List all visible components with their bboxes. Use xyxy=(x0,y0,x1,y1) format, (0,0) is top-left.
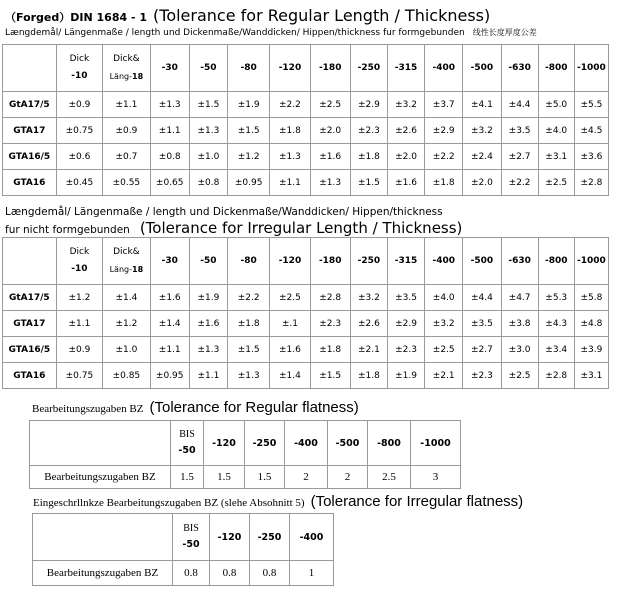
header-dick xyxy=(56,238,102,285)
table-cell: ±0.9 xyxy=(56,92,102,118)
table-cell: 2 xyxy=(285,466,328,489)
table-cell: ±2.5 xyxy=(501,363,538,389)
header-dick-lang-label: Dick& xyxy=(113,53,140,64)
section1-title-bold: （Forged）DIN 1684 - 1 xyxy=(5,11,148,24)
table-cell: 0.8 xyxy=(173,561,210,586)
table-cell: ±3.2 xyxy=(350,285,387,311)
section3-title-big: (Tolerance for Regular flatness) xyxy=(149,399,359,416)
section1-subtitle xyxy=(5,27,537,38)
header-empty-cell xyxy=(3,238,57,285)
table-cell: ±1.8 xyxy=(310,337,350,363)
table-row xyxy=(3,144,609,170)
table-cell: ±1.8 xyxy=(270,118,310,144)
header-empty-cell xyxy=(33,514,173,561)
header-col: -250 xyxy=(350,238,387,285)
table-cell: ±0.6 xyxy=(56,144,102,170)
table-cell: ±1.5 xyxy=(310,363,350,389)
table-cell: ±4.5 xyxy=(574,118,608,144)
table-cell: ±1.8 xyxy=(425,170,463,196)
table-cell: ±1.8 xyxy=(350,144,387,170)
table-cell: ±2.2 xyxy=(425,144,463,170)
section3-label: Bearbeitungszugaben BZ xyxy=(32,403,144,415)
table-cell: ±4.4 xyxy=(501,92,538,118)
table-cell: ±2.3 xyxy=(387,337,424,363)
table-cell: ±1.6 xyxy=(387,170,424,196)
table-cell: ±3.8 xyxy=(501,311,538,337)
irregular-length-table xyxy=(2,237,609,389)
header-col: -180 xyxy=(310,45,350,92)
table-cell: ±0.9 xyxy=(56,337,102,363)
header-col: -500 xyxy=(463,45,501,92)
header-col: -800 xyxy=(538,45,574,92)
section4-heading xyxy=(33,493,523,510)
header-col: -630 xyxy=(501,238,538,285)
table-header-row xyxy=(30,421,461,466)
table-cell: ±1.0 xyxy=(103,337,150,363)
section1-subtitle-cn: 线性长度厚度公差 xyxy=(472,28,537,37)
regular-length-table xyxy=(2,44,609,196)
table-row xyxy=(3,92,609,118)
table-cell: ±1.6 xyxy=(270,337,310,363)
header-col: -120 xyxy=(204,421,245,466)
row-label: GtA17/5 xyxy=(3,285,57,311)
header-col: -400 xyxy=(290,514,334,561)
table-cell: ±4.8 xyxy=(574,311,608,337)
table-cell: ±3.1 xyxy=(538,144,574,170)
table-cell: ±1.2 xyxy=(228,144,270,170)
table-row xyxy=(3,118,609,144)
table-cell: ±1.1 xyxy=(270,170,310,196)
table-row xyxy=(3,337,609,363)
table-cell: ±1.1 xyxy=(103,92,150,118)
table-cell: 0.8 xyxy=(250,561,290,586)
table-cell: ±1.9 xyxy=(387,363,424,389)
table-cell: ±5.8 xyxy=(574,285,608,311)
header-col: -500 xyxy=(463,238,501,285)
header-col: -250 xyxy=(350,45,387,92)
header-dick-lang xyxy=(103,238,150,285)
header-col: -500 xyxy=(328,421,368,466)
table-cell: ±2.8 xyxy=(574,170,608,196)
header-col: -50 xyxy=(189,238,227,285)
header-col: -800 xyxy=(538,238,574,285)
table-cell: ±1.5 xyxy=(189,92,227,118)
table-row xyxy=(33,561,334,586)
table-cell: ±1.9 xyxy=(189,285,227,311)
header-col: -315 xyxy=(387,45,424,92)
table-cell: ±2.2 xyxy=(228,285,270,311)
header-col: -800 xyxy=(368,421,411,466)
table-cell: ±1.6 xyxy=(189,311,227,337)
row-label: GTA16 xyxy=(3,170,57,196)
table-cell: ±2.3 xyxy=(310,311,350,337)
table-cell: ±1.1 xyxy=(56,311,102,337)
table-cell: ±2.7 xyxy=(501,144,538,170)
table-cell: 0.8 xyxy=(210,561,250,586)
table-cell: ±5.5 xyxy=(574,92,608,118)
section4-title-big: (Tolerance for Irregular flatness) xyxy=(310,493,524,510)
table-cell: ±1.4 xyxy=(103,285,150,311)
header-col: -30 xyxy=(150,45,189,92)
table-cell: ±1.3 xyxy=(270,144,310,170)
table-cell: ±3.2 xyxy=(387,92,424,118)
table-cell: ±2.9 xyxy=(350,92,387,118)
table-cell: ±0.9 xyxy=(103,118,150,144)
table-cell: ±2.2 xyxy=(270,92,310,118)
table-cell: ±4.7 xyxy=(501,285,538,311)
header-col: -250 xyxy=(250,514,290,561)
header-col: -400 xyxy=(425,238,463,285)
table-row xyxy=(3,311,609,337)
table-row xyxy=(3,363,609,389)
table-cell: ±3.4 xyxy=(538,337,574,363)
table-cell: ±2.5 xyxy=(310,92,350,118)
section2-line2 xyxy=(5,219,462,237)
table-cell: ±1.6 xyxy=(310,144,350,170)
header-lang-value: 18 xyxy=(132,71,144,81)
table-cell: ±1.3 xyxy=(150,92,189,118)
table-cell: ±1.5 xyxy=(228,337,270,363)
table-cell: ±1.9 xyxy=(228,92,270,118)
section3-heading xyxy=(32,399,359,416)
table-cell: ±4.0 xyxy=(538,118,574,144)
header-col: -630 xyxy=(501,45,538,92)
table-cell: ±3.6 xyxy=(574,144,608,170)
table-cell: ±5.0 xyxy=(538,92,574,118)
table-cell: 3 xyxy=(411,466,461,489)
table-cell: ±3.7 xyxy=(425,92,463,118)
table-cell: ±3.2 xyxy=(425,311,463,337)
table-cell: ±1.3 xyxy=(310,170,350,196)
table-cell: ±0.75 xyxy=(56,118,102,144)
table-cell: ±0.75 xyxy=(56,363,102,389)
table-cell: ±3.2 xyxy=(463,118,501,144)
table-cell: ±4.3 xyxy=(538,311,574,337)
header-bis-value: -50 xyxy=(182,539,200,550)
table-cell: ±2.0 xyxy=(463,170,501,196)
table-cell: ±4.0 xyxy=(425,285,463,311)
header-dick xyxy=(56,45,102,92)
table-cell: ±1.8 xyxy=(350,363,387,389)
table-header-row xyxy=(3,238,609,285)
table-cell: ±0.8 xyxy=(150,144,189,170)
row-label: GtA17/5 xyxy=(3,92,57,118)
table-cell: ±0.7 xyxy=(103,144,150,170)
table2-body xyxy=(3,285,609,389)
table-cell: ±2.3 xyxy=(350,118,387,144)
row-label: GTA16/5 xyxy=(3,337,57,363)
table-cell: ±2.7 xyxy=(463,337,501,363)
table-cell: ±0.55 xyxy=(103,170,150,196)
table-cell: 2 xyxy=(328,466,368,489)
table-cell: ±1.5 xyxy=(350,170,387,196)
header-col: -315 xyxy=(387,238,424,285)
header-col: -80 xyxy=(228,238,270,285)
section2-line1: Længdemål/ Längenmaße / length und Dickenmaße/Wanddicken/ Hippen/thickness xyxy=(5,206,443,218)
table-cell: ±1.4 xyxy=(150,311,189,337)
table-row xyxy=(30,466,461,489)
section1-title-big: (Tolerance for Regular Length / Thickness) xyxy=(153,6,491,25)
table-row xyxy=(3,285,609,311)
table-cell: ±5.3 xyxy=(538,285,574,311)
table-cell: ±2.0 xyxy=(387,144,424,170)
table-cell: ±2.5 xyxy=(270,285,310,311)
table-cell: 2.5 xyxy=(368,466,411,489)
section1-subtitle-text: Længdemål/ Längenmaße / length und Dickenmaße/Wanddicken/ Hippen/thickness fur formgebunden xyxy=(5,28,465,38)
table-cell: 1.5 xyxy=(204,466,245,489)
header-col: -120 xyxy=(270,238,310,285)
header-col: -50 xyxy=(189,45,227,92)
table-header-row xyxy=(33,514,334,561)
header-col: -400 xyxy=(285,421,328,466)
table-cell: ±.1 xyxy=(270,311,310,337)
row-label: GTA17 xyxy=(3,118,57,144)
table-cell: ±1.4 xyxy=(270,363,310,389)
table-cell: ±4.1 xyxy=(463,92,501,118)
table-cell: ±2.0 xyxy=(310,118,350,144)
table-cell: ±1.5 xyxy=(228,118,270,144)
table-cell: ±2.6 xyxy=(387,118,424,144)
table-cell: ±3.0 xyxy=(501,337,538,363)
header-col: -250 xyxy=(245,421,285,466)
table-cell: ±1.1 xyxy=(150,337,189,363)
table-cell: ±0.95 xyxy=(150,363,189,389)
header-empty-cell xyxy=(3,45,57,92)
header-bis xyxy=(173,514,210,561)
table-header-row xyxy=(3,45,609,92)
header-lang-label: Läng- xyxy=(109,264,132,274)
table-row xyxy=(3,170,609,196)
header-col: -1000 xyxy=(411,421,461,466)
header-dick-label: Dick xyxy=(69,54,90,64)
table-cell: ±1.0 xyxy=(189,144,227,170)
table-cell: ±0.8 xyxy=(189,170,227,196)
table-cell: ±0.45 xyxy=(56,170,102,196)
table-cell: ±1.1 xyxy=(189,363,227,389)
table-cell: ±2.3 xyxy=(463,363,501,389)
row-label: Bearbeitungszugaben BZ xyxy=(30,466,171,489)
table-cell: ±0.85 xyxy=(103,363,150,389)
table-cell: 1 xyxy=(290,561,334,586)
table-cell: ±1.3 xyxy=(189,337,227,363)
table-cell: ±2.1 xyxy=(425,363,463,389)
header-col: -120 xyxy=(270,45,310,92)
row-label: GTA17 xyxy=(3,311,57,337)
table-cell: ±4.4 xyxy=(463,285,501,311)
header-col: -1000 xyxy=(574,238,608,285)
table-cell: ±3.5 xyxy=(463,311,501,337)
table-cell: ±2.8 xyxy=(538,363,574,389)
header-dick-value: -10 xyxy=(71,71,88,81)
table-cell: ±2.8 xyxy=(310,285,350,311)
table-cell: ±2.6 xyxy=(350,311,387,337)
table-cell: ±2.9 xyxy=(387,311,424,337)
table-cell: ±1.2 xyxy=(56,285,102,311)
row-label: GTA16/5 xyxy=(3,144,57,170)
row-label: GTA16 xyxy=(3,363,57,389)
header-bis-label: BIS xyxy=(179,429,195,440)
table-cell: ±2.1 xyxy=(350,337,387,363)
header-bis xyxy=(171,421,204,466)
header-col: -400 xyxy=(425,45,463,92)
header-col: -30 xyxy=(150,238,189,285)
row-label: Bearbeitungszugaben BZ xyxy=(33,561,173,586)
table1-body xyxy=(3,92,609,196)
table-cell: ±3.5 xyxy=(387,285,424,311)
header-bis-value: -50 xyxy=(178,445,196,456)
table-cell: ±3.5 xyxy=(501,118,538,144)
regular-flatness-table xyxy=(29,420,461,489)
header-empty-cell xyxy=(30,421,171,466)
table-cell: ±1.2 xyxy=(103,311,150,337)
table-cell: ±2.9 xyxy=(425,118,463,144)
table-cell: ±3.9 xyxy=(574,337,608,363)
table-cell: ±0.95 xyxy=(228,170,270,196)
header-dick-lang xyxy=(103,45,150,92)
header-col: -180 xyxy=(310,238,350,285)
header-bis-label: BIS xyxy=(183,523,199,534)
table-cell: ±3.1 xyxy=(574,363,608,389)
header-dick-value: -10 xyxy=(71,264,88,274)
header-dick-label: Dick xyxy=(69,247,90,257)
section2-line2-text: fur nicht formgebunden xyxy=(5,224,130,236)
header-lang-label: Läng- xyxy=(109,71,132,81)
table-cell: ±2.2 xyxy=(501,170,538,196)
table-cell: ±0.65 xyxy=(150,170,189,196)
table-cell: 1.5 xyxy=(171,466,204,489)
table-cell: ±1.8 xyxy=(228,311,270,337)
table-cell: ±2.4 xyxy=(463,144,501,170)
section1-title xyxy=(5,6,490,25)
table-cell: ±1.1 xyxy=(150,118,189,144)
header-dick-lang-label: Dick& xyxy=(113,246,140,257)
table-cell: ±1.3 xyxy=(189,118,227,144)
section4-label: Eingeschrllnkze Bearbeitungszugaben BZ (slehe Absohnitt 5) xyxy=(33,497,305,509)
header-col: -80 xyxy=(228,45,270,92)
header-lang-value: 18 xyxy=(132,264,144,274)
table-cell: 1.5 xyxy=(245,466,285,489)
header-col: -120 xyxy=(210,514,250,561)
table-cell: ±1.6 xyxy=(150,285,189,311)
irregular-flatness-table xyxy=(32,513,334,586)
table-cell: ±1.3 xyxy=(228,363,270,389)
section2-title-big: (Tolerance for Irregular Length / Thickness) xyxy=(139,219,463,237)
table-cell: ±2.5 xyxy=(425,337,463,363)
table-cell: ±2.5 xyxy=(538,170,574,196)
header-col: -1000 xyxy=(574,45,608,92)
